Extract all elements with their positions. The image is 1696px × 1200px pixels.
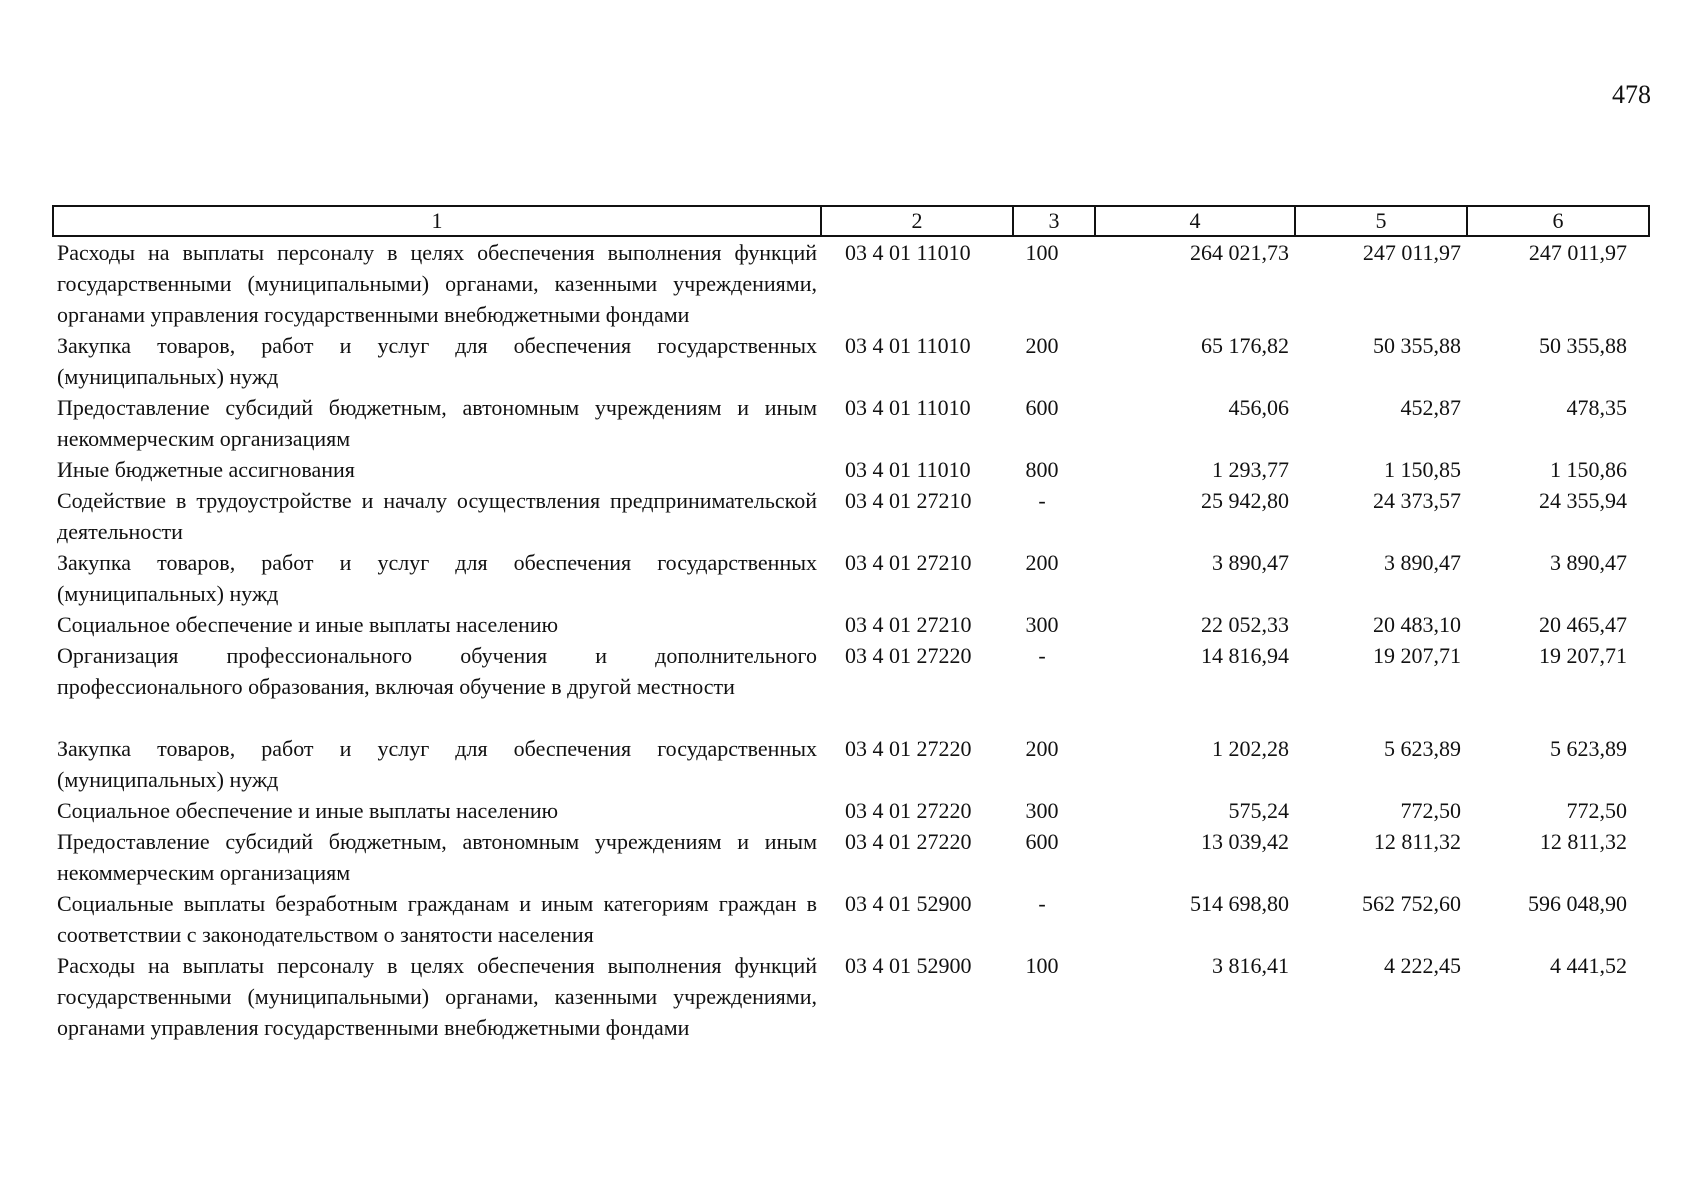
table-row — [53, 330, 1649, 392]
row-code: 03 4 01 11010 — [845, 333, 971, 358]
row-description: Организация профессионального обучения и дополнительного профессионального образования, включая обучение в другой местности — [57, 643, 817, 699]
row-code: 03 4 01 27220 — [845, 829, 972, 854]
row-code: 03 4 01 11010 — [845, 395, 971, 420]
row-value-col6: 20 465,47 — [1539, 612, 1627, 637]
row-expense-type: - — [1038, 891, 1046, 916]
budget-table — [52, 205, 1650, 1043]
row-code: 03 4 01 11010 — [845, 240, 971, 265]
row-value-col6: 772,50 — [1566, 798, 1627, 823]
table-row — [53, 236, 1649, 330]
table-row — [53, 795, 1649, 826]
row-code: 03 4 01 27220 — [845, 643, 972, 668]
row-expense-type: 300 — [1025, 798, 1059, 823]
column-header: 1 — [53, 206, 821, 236]
table-row — [53, 454, 1649, 485]
row-value-col4: 14 816,94 — [1201, 643, 1289, 668]
row-description: Закупка товаров, работ и услуг для обеспечения государственных (муниципальных) нужд — [57, 333, 817, 389]
row-value-col4: 22 052,33 — [1201, 612, 1289, 637]
row-value-col4: 65 176,82 — [1201, 333, 1289, 358]
table-header-row — [53, 206, 1649, 236]
row-value-col4: 264 021,73 — [1190, 240, 1289, 265]
row-value-col6: 4 441,52 — [1550, 953, 1627, 978]
row-value-col5: 4 222,45 — [1384, 953, 1461, 978]
column-header: 5 — [1295, 206, 1467, 236]
row-description: Социальные выплаты безработным гражданам и иным категориям граждан в соответствии с законодательством о занятости населения — [57, 891, 817, 947]
row-value-col6: 247 011,97 — [1528, 240, 1627, 265]
row-description: Закупка товаров, работ и услуг для обеспечения государственных (муниципальных) нужд — [57, 736, 817, 792]
row-value-col6: 19 207,71 — [1539, 643, 1627, 668]
table-row — [53, 392, 1649, 454]
row-expense-type: - — [1038, 488, 1046, 513]
row-description: Социальное обеспечение и иные выплаты населению — [57, 798, 559, 823]
row-expense-type: 200 — [1025, 550, 1059, 575]
row-value-col5: 20 483,10 — [1373, 612, 1461, 637]
row-value-col5: 452,87 — [1400, 395, 1461, 420]
row-value-col4: 514 698,80 — [1190, 891, 1289, 916]
row-description: Расходы на выплаты персоналу в целях обеспечения выполнения функций государственными (муниципальными) органами, казенными учреждениями, органами управления государственными внебюджетными фондами — [57, 240, 817, 327]
table-row — [53, 640, 1649, 733]
row-expense-type: 200 — [1025, 736, 1059, 761]
row-description: Закупка товаров, работ и услуг для обеспечения государственных (муниципальных) нужд — [57, 550, 817, 606]
row-expense-type: - — [1038, 643, 1046, 668]
row-code: 03 4 01 27220 — [845, 736, 972, 761]
table-row — [53, 888, 1649, 950]
row-value-col6: 50 355,88 — [1539, 333, 1627, 358]
row-description: Социальное обеспечение и иные выплаты населению — [57, 612, 559, 637]
row-code: 03 4 01 27220 — [845, 798, 972, 823]
row-value-col4: 3 816,41 — [1212, 953, 1289, 978]
row-expense-type: 800 — [1025, 457, 1059, 482]
row-value-col6: 5 623,89 — [1550, 736, 1627, 761]
row-value-col4: 575,24 — [1228, 798, 1289, 823]
column-header: 2 — [821, 206, 1013, 236]
page-number: 478 — [1612, 80, 1651, 109]
row-value-col4: 3 890,47 — [1212, 550, 1289, 575]
row-expense-type: 600 — [1025, 395, 1059, 420]
row-code: 03 4 01 11010 — [845, 457, 971, 482]
row-value-col4: 1 202,28 — [1212, 736, 1289, 761]
row-description: Расходы на выплаты персоналу в целях обеспечения выполнения функций государственными (муниципальными) органами, казенными учреждениями, органами управления государственными внебюджетными фондами — [57, 953, 817, 1040]
row-value-col5: 772,50 — [1400, 798, 1461, 823]
row-code: 03 4 01 27210 — [845, 612, 972, 637]
row-description: Предоставление субсидий бюджетным, автономным учреждениям и иным некоммерческим организациям — [57, 829, 817, 885]
row-value-col4: 456,06 — [1228, 395, 1289, 420]
row-expense-type: 100 — [1025, 953, 1059, 978]
row-value-col6: 1 150,86 — [1550, 457, 1627, 482]
row-value-col5: 247 011,97 — [1362, 240, 1461, 265]
row-value-col6: 12 811,32 — [1539, 829, 1627, 854]
table-row — [53, 826, 1649, 888]
row-value-col6: 596 048,90 — [1528, 891, 1627, 916]
table-row — [53, 609, 1649, 640]
row-value-col5: 5 623,89 — [1384, 736, 1461, 761]
row-value-col4: 13 039,42 — [1201, 829, 1289, 854]
column-header: 3 — [1013, 206, 1095, 236]
row-value-col4: 25 942,80 — [1201, 488, 1289, 513]
row-value-col5: 12 811,32 — [1373, 829, 1461, 854]
row-value-col5: 562 752,60 — [1362, 891, 1461, 916]
table-row — [53, 547, 1649, 609]
row-value-col6: 24 355,94 — [1539, 488, 1627, 513]
row-expense-type: 300 — [1025, 612, 1059, 637]
row-value-col5: 50 355,88 — [1373, 333, 1461, 358]
row-description: Содействие в трудоустройстве и началу осуществления предпринимательской деятельности — [57, 488, 817, 544]
row-description: Иные бюджетные ассигнования — [57, 457, 355, 482]
row-value-col5: 24 373,57 — [1373, 488, 1461, 513]
row-code: 03 4 01 27210 — [845, 550, 972, 575]
column-header: 6 — [1467, 206, 1649, 236]
table-row — [53, 950, 1649, 1043]
table-row — [53, 733, 1649, 795]
column-header: 4 — [1095, 206, 1295, 236]
row-code: 03 4 01 27210 — [845, 488, 972, 513]
table-row — [53, 485, 1649, 547]
row-value-col6: 3 890,47 — [1550, 550, 1627, 575]
row-value-col4: 1 293,77 — [1212, 457, 1289, 482]
row-expense-type: 100 — [1025, 240, 1059, 265]
row-value-col5: 1 150,85 — [1384, 457, 1461, 482]
row-expense-type: 600 — [1025, 829, 1059, 854]
row-description: Предоставление субсидий бюджетным, автономным учреждениям и иным некоммерческим организациям — [57, 395, 817, 451]
row-value-col6: 478,35 — [1566, 395, 1627, 420]
row-code: 03 4 01 52900 — [845, 953, 972, 978]
row-value-col5: 3 890,47 — [1384, 550, 1461, 575]
row-value-col5: 19 207,71 — [1373, 643, 1461, 668]
row-expense-type: 200 — [1025, 333, 1059, 358]
row-code: 03 4 01 52900 — [845, 891, 972, 916]
